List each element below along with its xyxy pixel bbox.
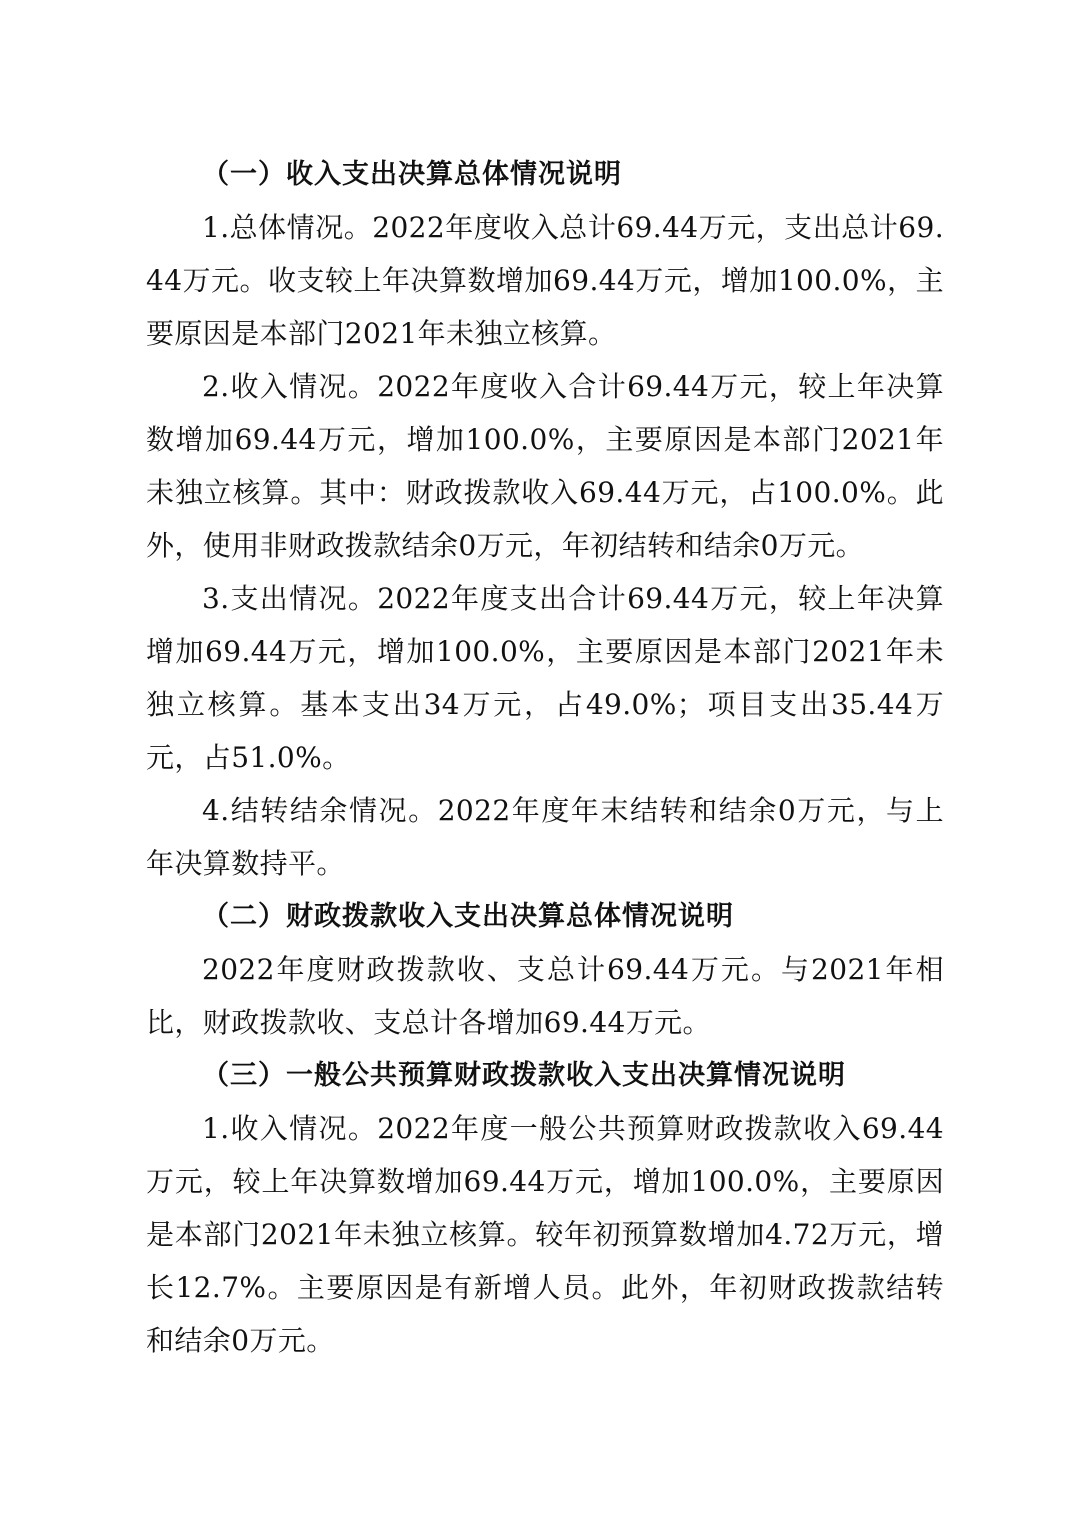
paragraph-general-budget-income: 1.收入情况。2022年度一般公共预算财政拨款收入69.44万元，较上年决算数增加69.44万元，增加100.0%，主要原因是本部门2021年未独立核算。较年初预算数增加4.72万元，增长12.7%。主要原因是有新增人员。此外，年初财政拨款结转和结余0万元。 xyxy=(146,1112,944,1357)
paragraph-carryover: 4.结转结余情况。2022年度年末结转和结余0万元，与上年决算数持平。 xyxy=(146,794,944,880)
paragraph-expenditure: 3.支出情况。2022年度支出合计69.44万元，较上年决算增加69.44万元，增加100.0%，主要原因是本部门2021年未独立核算。基本支出34万元，占49.0%；项目支出35.44万元，占51.0%。 xyxy=(146,582,944,774)
document-body xyxy=(146,148,944,1367)
paragraph-fiscal-allocation: 2022年度财政拨款收、支总计69.44万元。与2021年相比，财政拨款收、支总计各增加69.44万元。 xyxy=(146,953,944,1039)
paragraph-overall: 1.总体情况。2022年度收入总计69.44万元，支出总计69.44万元。收支较上年决算数增加69.44万元，增加100.0%，主要原因是本部门2021年未独立核算。 xyxy=(146,211,944,350)
section-heading-1: （一）收入支出决算总体情况说明 xyxy=(202,159,622,190)
section-heading-2: （二）财政拨款收入支出决算总体情况说明 xyxy=(202,901,734,932)
paragraph-income: 2.收入情况。2022年度收入合计69.44万元，较上年决算数增加69.44万元，增加100.0%，主要原因是本部门2021年未独立核算。其中：财政拨款收入69.44万元，占100.0%。此外，使用非财政拨款结余0万元，年初结转和结余0万元。 xyxy=(146,370,944,562)
section-heading-3: （三）一般公共预算财政拨款收入支出决算情况说明 xyxy=(202,1060,846,1091)
